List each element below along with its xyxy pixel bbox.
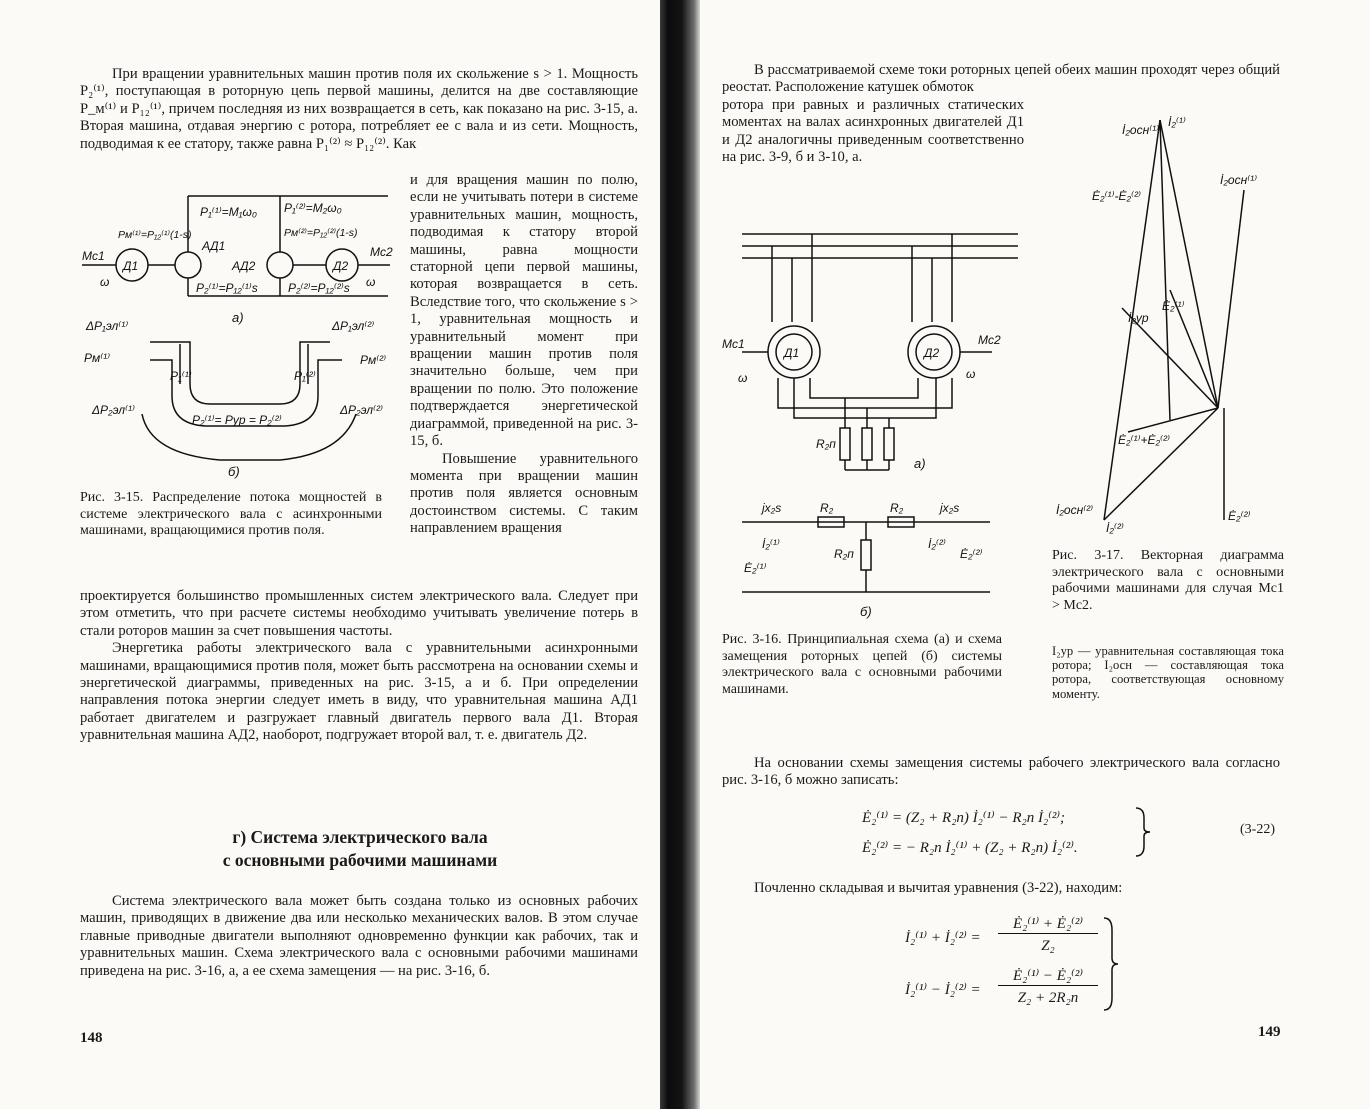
page-number-right: 149	[1258, 1024, 1281, 1040]
label-v-e1e2: Ė₂⁽¹⁾-Ė₂⁽²⁾	[1092, 189, 1141, 203]
label-omega-1: ω	[100, 275, 110, 289]
right-paragraph-3: Почленно складывая и вычитая уравнения (3-22), находим:	[754, 880, 1123, 896]
label-p22: P₂⁽²⁾=P₁₂⁽²⁾s	[288, 281, 350, 295]
figure-3-16-b	[722, 492, 1022, 622]
book-spine	[660, 0, 700, 1109]
label-p1-top: P₁⁽¹⁾=M₁ω₀	[200, 205, 257, 219]
label-ad1: АД1	[202, 239, 226, 253]
label-r2-2: R₂	[890, 501, 904, 515]
label-dp2e2: ΔP₂эл⁽²⁾	[340, 403, 383, 417]
label-e21: Ė₂⁽¹⁾	[744, 561, 767, 575]
equation-diff-numerator: Ė₂⁽¹⁾ − Ė₂⁽²⁾	[998, 966, 1098, 986]
label-p21: P₂⁽¹⁾=P₁₂⁽¹⁾s	[196, 281, 258, 295]
section-heading-line2: с основными рабочими машинами	[222, 850, 498, 870]
label-mc1: Mc1	[82, 249, 105, 263]
equation-diff-left: İ₂⁽¹⁾ − İ₂⁽²⁾ =	[905, 982, 981, 998]
figure-3-16-caption: Рис. 3-16. Принципиальная схема (а) и схема замещения роторных цепей (б) системы электрического вала с основными рабочими машинами.	[722, 632, 1002, 697]
label-r2p: R₂п	[816, 437, 836, 451]
label-pm2b: Pм⁽²⁾	[360, 353, 387, 367]
label-mc1-r: Mc1	[722, 337, 745, 351]
equation-diff-denominator: Z₂ + 2R₂п	[1017, 990, 1079, 1006]
label-fig-b: б)	[228, 464, 240, 479]
section-heading-line1: г) Система электрического вала	[232, 827, 488, 847]
label-jx2s-2: jx₂s	[940, 501, 960, 515]
figure-3-15-a	[80, 186, 410, 326]
label-mc2-r: Mc2	[978, 333, 1001, 347]
figure-3-17-note: I₂ур — уравнительная составляющая тока ротора; I₂осн — составляющая тока ротора, соответствующая основному моменту.	[1052, 644, 1284, 701]
equation-brace-1	[1132, 806, 1152, 858]
left-page	[0, 0, 660, 1109]
label-e22: Ė₂⁽²⁾	[960, 547, 983, 561]
label-fig-a: а)	[232, 310, 244, 325]
equation-sum-numerator: Ė₂⁽¹⁾ + Ė₂⁽²⁾	[998, 914, 1098, 934]
label-pm1: Pм⁽¹⁾=P₁₂⁽¹⁾(1-s)	[118, 229, 192, 241]
figure-3-17	[1052, 100, 1292, 540]
left-paragraph-1-side: и для вращения машин по полю, если не учитывать потери в системе уравнительных машин, мощность, подводимая к статору второй машины, равна мощности статорной цепи первой машины, которая возвращается в сеть. Вследствие того, что скольжение s > 1, уравнительная мощность и уравнительный момент при вращении машин против поля значительно больше, чем при вращении по полю. Это положение подтверждается энергетической диаграммой, приведенной на рис. 3-15, б. Повышение уравнительного момента при вращении машин против поля является основным достоинством системы. С таким направлением вращения	[410, 172, 638, 537]
label-v-e22: Ė₂⁽²⁾	[1228, 509, 1251, 523]
right-paragraph-1-top: В рассматриваемой схеме токи роторных цепей обеих машин проходят через общий реостат. Расположение катушек обмоток	[722, 62, 1280, 96]
label-pm1b: Pм⁽¹⁾	[84, 351, 111, 365]
label-v-sum: Ė₂⁽¹⁾+Ė₂⁽²⁾	[1118, 433, 1170, 447]
equation-sum-left: İ₂⁽¹⁾ + İ₂⁽²⁾ =	[905, 930, 981, 946]
label-dp13: ΔP₁эл⁽¹⁾	[86, 319, 129, 333]
label-d1-r: Д1	[784, 346, 800, 360]
figure-3-15-caption: Рис. 3-15. Распределение потока мощностей в системе электрического вала с асинхронными машинами, вращающимися против поля.	[80, 490, 382, 539]
label-pm2: Pм⁽²⁾=P₁₂⁽²⁾(1-s)	[284, 227, 358, 239]
label-r2p-b: R₂п	[834, 547, 854, 561]
label-v-i2osn2: İ₂осн⁽²⁾	[1056, 503, 1094, 517]
label-v-i2osn1: İ₂осн⁽¹⁾	[1122, 123, 1160, 137]
equation-3-22-line1: Ė₂⁽¹⁾ = (Z₂ + R₂п) İ₂⁽¹⁾ − R₂п İ₂⁽²⁾;	[862, 810, 1066, 826]
left-paragraph-4: Система электрического вала может быть создана только из основных рабочих машин, приводящих в движение два или несколько механических валов. В этом случае главные приводные двигатели выполняют одновременно функции как рабочих, так и уравнительных машин. Схема электрического вала с основными рабочими машинами приведена на рис. 3-16, а, а ее схема замещения — на рис. 3-16, б.	[80, 893, 638, 979]
page-number-left: 148	[80, 1030, 103, 1046]
label-jx2s-1: jx₂s	[762, 501, 782, 515]
left-paragraph-1-top: При вращении уравнительных машин против поля их скольжение s > 1. Мощность P₂⁽¹⁾, поступающая в роторную цепь первой машины, делится на две составляющие P_м⁽¹⁾ и P₁₂⁽¹⁾, причем последняя из них возвращается в сеть, как показано на рис. 3-15, а. Вторая машина, отдавая энергию с ротора, потребляет ее с вала и из сети. Мощность, подводимая к ее статору, также равна P₁⁽²⁾ ≈ P₁₂⁽²⁾. Как	[80, 66, 638, 152]
label-v-e21: Ė₂⁽¹⁾	[1162, 299, 1185, 313]
label-fig-16b: б)	[860, 604, 872, 619]
right-page	[700, 0, 1370, 1109]
label-v-i22: İ₂⁽²⁾	[1106, 521, 1124, 535]
label-d2: Д2	[333, 259, 349, 273]
left-paragraph-2-bottom: проектируется большинство промышленных систем электрического вала. Следует при этом отметить, что при расчете системы необходимо учитывать увеличение потерь в стали роторов машин за счет повышения частоты. Энергетика работы электрического вала с уравнительными асинхронными машинами, вращающимися против поля, может быть рассмотрена на основании схемы и энергетической диаграммы, приведенных на рис. 3-15, а и б. При определении направления потока энергии следует иметь в виду, что уравнительная машина АД1 работает двигателем и разгружает главный двигатель первого вала Д1. Вторая уравнительная машина АД2, наоборот, подгружает второй вал, т. е. двигатель Д2.	[80, 588, 638, 744]
label-pyr: P₂⁽¹⁾= Pур = P₂⁽²⁾	[192, 413, 282, 427]
label-ad2: АД2	[232, 259, 256, 273]
label-d1: Д1	[123, 259, 139, 273]
label-p12: P₁⁽²⁾	[294, 369, 316, 383]
right-paragraph-1-side: ротора при равных и различных статических моментах на валах асинхронных двигателей Д1 и Д2 аналогичны приведенным соответственно на рис. 3-9, б и 3-10, а.	[722, 97, 1024, 166]
label-mc2: Mc2	[370, 245, 393, 259]
label-omega-r1: ω	[738, 371, 748, 385]
equation-brace-2	[1100, 916, 1120, 1012]
label-i22: İ₂⁽²⁾	[928, 537, 946, 551]
label-p11: P₁⁽¹⁾	[170, 369, 192, 383]
equation-number-3-22: (3-22)	[1240, 822, 1275, 837]
label-r2-1: R₂	[820, 501, 834, 515]
equation-sum-denominator: Z₂	[1041, 938, 1055, 954]
label-v-i2osn1b: İ₂осн⁽¹⁾	[1220, 173, 1258, 187]
label-d2-r: Д2	[924, 346, 940, 360]
label-v-i21: İ₂⁽¹⁾	[1168, 115, 1186, 129]
label-fig-16a: а)	[914, 456, 926, 471]
label-v-i2yr: İ₂ур	[1128, 311, 1149, 325]
label-dp2e1: ΔP₂эл⁽¹⁾	[92, 403, 135, 417]
figure-3-15-b	[80, 314, 410, 484]
label-omega-r2: ω	[966, 367, 976, 381]
label-omega-2: ω	[366, 275, 376, 289]
label-i21: İ₂⁽¹⁾	[762, 537, 780, 551]
figure-3-16-a	[722, 222, 1022, 482]
equation-3-22-line2: Ė₂⁽²⁾ = − R₂п İ₂⁽¹⁾ + (Z₂ + R₂п) İ₂⁽²⁾.	[862, 840, 1078, 856]
label-p2-top: P₁⁽²⁾=M₂ω₀	[284, 201, 342, 215]
figure-3-17-caption: Рис. 3-17. Векторная диаграмма электрического вала с основными рабочими машинами для случая Mc1 > Mc2.	[1052, 548, 1284, 613]
right-paragraph-2: На основании схемы замещения системы рабочего электрического вала согласно рис. 3-16, б можно записать:	[722, 755, 1280, 789]
label-dp23: ΔP₁эл⁽²⁾	[332, 319, 375, 333]
